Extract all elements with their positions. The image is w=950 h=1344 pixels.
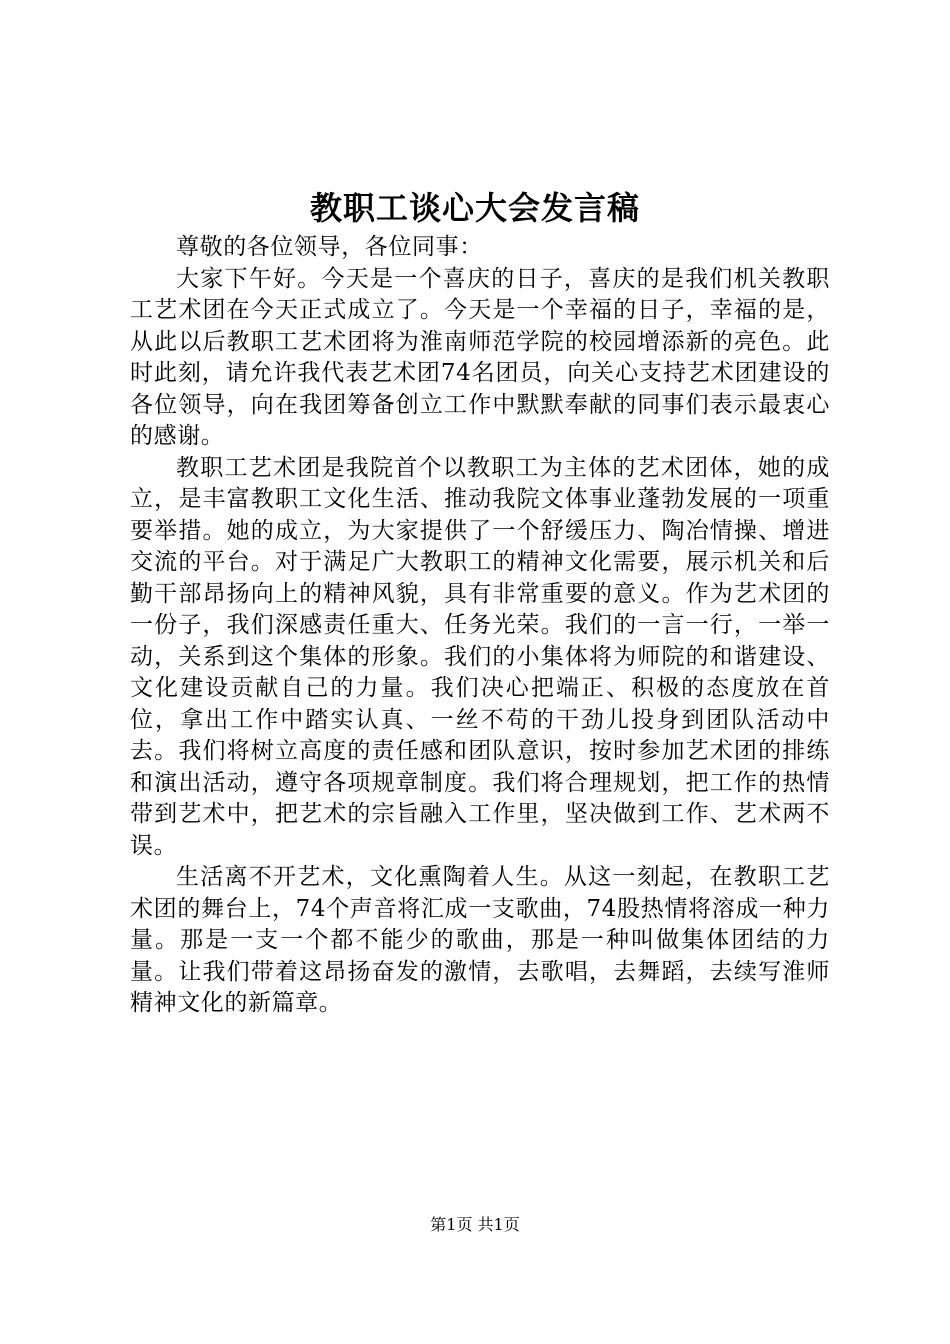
- page-footer: 第1页 共1页: [430, 1215, 520, 1234]
- paragraph-2: 教职工艺术团是我院首个以教职工为主体的艺术团体，她的成立，是丰富教职工文化生活、推动我院文体事业蓬勃发展的一项重要举措。她的成立，为大家提供了一个舒缓压力、陶冶情操、增进交流的平台。对于满足广大教职工的精神文化需要，展示机关和后勤干部昂扬向上的精神风貌，具有非常重要的意义。作为艺术团的一份子，我们深感责任重大、任务光荣。我们的一言一行，一举一动，关系到这个集体的形象。我们的小集体将为师院的和谐建设、文化建设贡献自己的力量。我们决心把端正、积极的态度放在首位，拿出工作中踏实认真、一丝不苟的干劲儿投身到团队活动中去。我们将树立高度的责任感和团队意识，按时参加艺术团的排练和演出活动，遵守各项规章制度。我们将合理规划，把工作的热情带到艺术中，把艺术的宗旨融入工作里，坚决做到工作、艺术两不误。: [130, 454, 830, 859]
- document-body: [130, 232, 830, 1020]
- salutation: 尊敬的各位领导，各位同事：: [176, 234, 483, 260]
- paragraph-3: 生活离不开艺术，文化熏陶着人生。从这一刻起，在教职工艺术团的舞台上，74个声音将汇成一支歌曲，74股热情将溶成一种力量。那是一支一个都不能少的歌曲，那是一种叫做集体团结的力量。让我们带着这昂扬奋发的激情，去歌唱，去舞蹈，去续写淮师精神文化的新篇章。: [130, 864, 830, 1016]
- document-title: 教职工谈心大会发言稿: [309, 189, 640, 227]
- paragraph-1: 大家下午好。今天是一个喜庆的日子，喜庆的是我们机关教职工艺术团在今天正式成立了。今天是一个幸福的日子，幸福的是，从此以后教职工艺术团将为淮南师范学院的校园增添新的亮色。此时此刻，请允许我代表艺术团74名团员，向关心支持艺术团建设的各位领导，向在我团筹备创立工作中默默奉献的同事们表示最衷心的感谢。: [130, 265, 830, 449]
